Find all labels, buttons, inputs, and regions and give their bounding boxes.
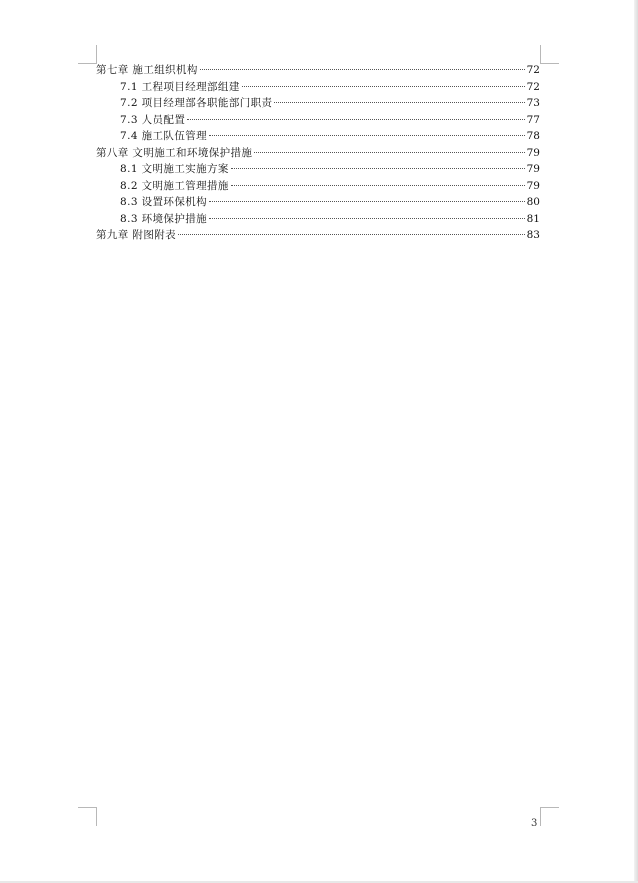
toc-entry-title: 8.3 环境保护措施 bbox=[120, 212, 208, 225]
toc-dot-leader bbox=[231, 185, 525, 186]
toc-entry-8-1[interactable] bbox=[96, 161, 540, 178]
toc-entry-page: 72 bbox=[526, 64, 540, 76]
toc-entry-title: 7.2 项目经理部各职能部门职责 bbox=[120, 97, 273, 109]
toc-entry-page: 77 bbox=[526, 113, 540, 126]
crop-mark-top-right bbox=[540, 45, 559, 64]
toc-entry-title: 第九章 附图附表 bbox=[96, 229, 177, 241]
crop-mark-bottom-right bbox=[540, 807, 559, 826]
toc-entry-7-2[interactable] bbox=[96, 95, 540, 112]
toc-dot-leader bbox=[242, 86, 525, 87]
toc-entry-title: 第八章 文明施工和环境保护措施 bbox=[96, 146, 253, 159]
toc-entry-page: 83 bbox=[526, 229, 540, 241]
toc-dot-leader bbox=[274, 102, 524, 103]
toc-entry-page: 79 bbox=[526, 163, 540, 175]
page-edge bbox=[634, 0, 638, 883]
toc-entry-page: 78 bbox=[526, 130, 540, 142]
toc-entry-chapter-9[interactable] bbox=[96, 227, 540, 244]
toc-entry-page: 73 bbox=[526, 97, 540, 109]
toc-dot-leader bbox=[187, 119, 524, 120]
toc-entry-page: 72 bbox=[526, 80, 540, 93]
toc-entry-chapter-8[interactable] bbox=[96, 145, 540, 162]
toc-dot-leader bbox=[200, 69, 525, 70]
toc-entry-8-2[interactable] bbox=[96, 178, 540, 195]
toc-dot-leader bbox=[254, 152, 524, 153]
toc-entry-title: 7.1 工程项目经理部组建 bbox=[120, 80, 240, 93]
toc-dot-leader bbox=[209, 218, 525, 219]
table-of-contents bbox=[96, 62, 540, 244]
crop-mark-bottom-left bbox=[78, 807, 97, 826]
page-number: 3 bbox=[531, 818, 538, 829]
toc-entry-title: 8.3 设置环保机构 bbox=[120, 196, 208, 208]
toc-entry-8-3-environment-agency[interactable] bbox=[96, 194, 540, 211]
toc-dot-leader bbox=[209, 135, 525, 136]
toc-entry-title: 8.2 文明施工管理措施 bbox=[120, 179, 229, 192]
toc-dot-leader bbox=[209, 201, 525, 202]
toc-entry-7-3[interactable] bbox=[96, 112, 540, 129]
toc-entry-chapter-7[interactable] bbox=[96, 62, 540, 79]
toc-entry-page: 79 bbox=[526, 146, 540, 159]
toc-entry-title: 第七章 施工组织机构 bbox=[96, 64, 198, 76]
toc-entry-8-3-environment-measures[interactable] bbox=[96, 211, 540, 228]
toc-dot-leader bbox=[231, 168, 525, 169]
toc-dot-leader bbox=[178, 234, 525, 235]
toc-entry-page: 80 bbox=[526, 196, 540, 208]
toc-entry-title: 7.3 人员配置 bbox=[120, 113, 186, 126]
toc-entry-7-1[interactable] bbox=[96, 79, 540, 96]
toc-entry-7-4[interactable] bbox=[96, 128, 540, 145]
toc-entry-title: 7.4 施工队伍管理 bbox=[120, 130, 208, 142]
crop-mark-top-left bbox=[78, 45, 97, 64]
toc-entry-page: 79 bbox=[526, 179, 540, 192]
toc-entry-title: 8.1 文明施工实施方案 bbox=[120, 163, 229, 175]
toc-entry-page: 81 bbox=[526, 212, 540, 225]
